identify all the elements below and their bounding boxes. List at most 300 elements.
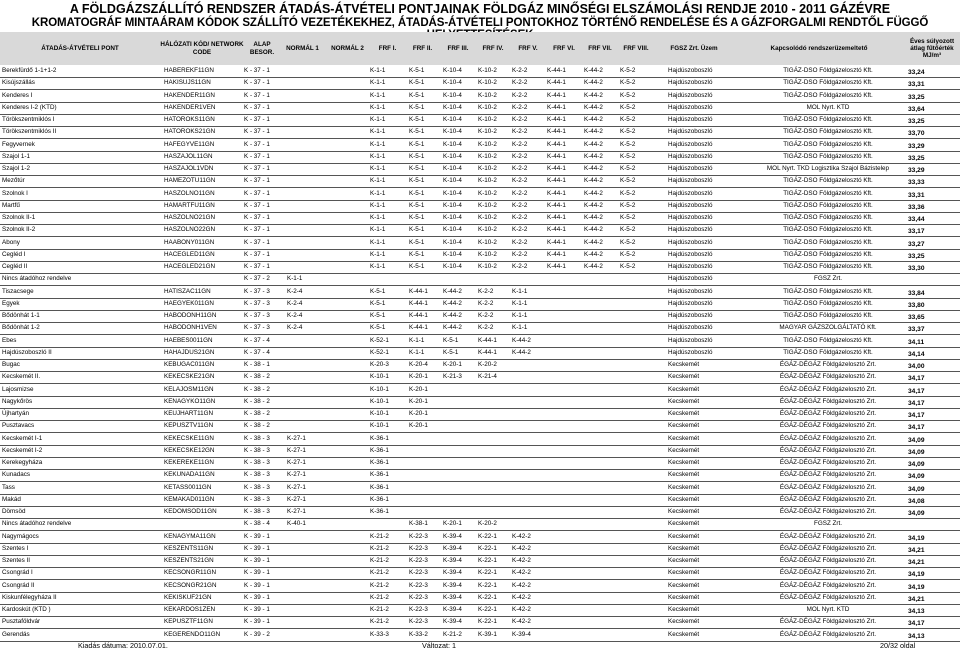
alap-code: K - 37 - 1: [244, 201, 270, 209]
frf2-code: K-33-2: [409, 630, 428, 638]
frf3-code: K-10-4: [443, 165, 462, 172]
frf5-code: K-42-2: [512, 593, 531, 601]
alap-code: K - 37 - 1: [244, 250, 270, 258]
table-row: [0, 409, 960, 421]
frf4-code: K-10-2: [478, 79, 497, 87]
operator-name: ÉGÁZ-DÉGÁZ Földgázelosztó Zrt.: [779, 410, 877, 417]
frf8-code: K-5-2: [620, 214, 636, 221]
operator-name: ÉGÁZ-DÉGÁZ Földgázelosztó Zrt.: [779, 434, 877, 442]
table-row: [0, 311, 960, 323]
plant-name: Kecskemét: [668, 581, 700, 589]
network-code: HAKISUJS11GN: [164, 79, 211, 87]
frf3-code: K-21-2: [443, 630, 462, 638]
network-code: KEPUSZTF11GN: [164, 618, 213, 626]
heating-value: 34,09: [908, 461, 925, 468]
frf7-code: K-44-2: [584, 140, 603, 148]
plant-name: Hajdúszoboszló: [668, 116, 713, 123]
network-code: HASZOLNO11GN: [164, 189, 215, 197]
plant-name: Kecskemét: [668, 410, 700, 417]
frf5-code: K-2-2: [512, 128, 528, 136]
frf4-code: K-2-2: [478, 299, 494, 307]
point-name: Kisújszállás: [2, 79, 35, 87]
table-row: [0, 348, 960, 360]
frf3-code: K-39-4: [443, 581, 462, 589]
point-name: Cegléd II: [2, 263, 28, 270]
operator-name: ÉGÁZ-DÉGÁZ Földgázelosztó Zrt.: [779, 581, 877, 589]
point-name: Hajdúszoboszló II: [2, 348, 52, 356]
heating-value: 33,29: [908, 142, 925, 150]
header-operator: Kapcsolódó rendszerüzemeltető: [770, 44, 868, 52]
operator-name: TIGÁZ-DSO Földgázelosztó Kft.: [783, 336, 873, 344]
header-frf7: FRF VII.: [588, 44, 612, 52]
frf7-code: K-44-2: [584, 116, 603, 123]
plant-name: Kecskemét: [668, 434, 700, 442]
operator-name: MAGYAR GÁZSZOLGÁLTATÓ Kft.: [779, 324, 877, 332]
frf3-code: K-10-4: [443, 250, 462, 258]
frf3-code: K-10-4: [443, 67, 462, 74]
normal-code: K-2-4: [287, 312, 303, 319]
frf6-code: K-44-1: [547, 116, 566, 123]
frf5-code: K-2-2: [512, 79, 528, 87]
operator-name: TIGÁZ-DSO Földgázelosztó Kft.: [783, 263, 873, 270]
frf1-code: K-5-1: [370, 299, 386, 307]
table-row: [0, 581, 960, 593]
operator-name: ÉGÁZ-DÉGÁZ Földgázelosztó Zrt.: [779, 397, 877, 405]
operator-name: TIGÁZ-DSO Földgázelosztó Kft.: [783, 201, 873, 209]
heating-value: 34,21: [908, 595, 925, 603]
frf1-code: K-1-1: [370, 226, 386, 234]
frf2-code: K-5-1: [409, 140, 425, 148]
frf3-code: K-44-2: [443, 299, 462, 307]
plant-name: Hajdúszoboszló: [668, 79, 713, 87]
frf7-code: K-44-2: [584, 91, 603, 99]
frf5-code: K-44-2: [512, 348, 531, 356]
alap-code: K - 37 - 1: [244, 67, 270, 74]
frf5-code: K-42-2: [512, 544, 531, 552]
point-name: Pusztaföldvár: [2, 618, 41, 626]
frf4-code: K-2-2: [478, 312, 494, 319]
alap-code: K - 37 - 3: [244, 299, 270, 307]
table-row: [0, 446, 960, 458]
plant-name: Kecskemét: [668, 483, 700, 491]
alap-code: K - 37 - 1: [244, 263, 270, 270]
frf4-code: K-10-2: [478, 250, 497, 258]
frf2-code: K-22-3: [409, 544, 428, 552]
table-row: [0, 152, 960, 164]
frf8-code: K-5-2: [620, 79, 636, 87]
alap-code: K - 37 - 3: [244, 287, 270, 295]
table-row: [0, 238, 960, 250]
frf5-code: K-2-2: [512, 177, 528, 185]
heating-value: 34,13: [908, 608, 925, 615]
frf2-code: K-5-1: [409, 79, 425, 87]
network-code: HAMARTFU11GN: [164, 201, 215, 209]
frf4-code: K-10-2: [478, 189, 497, 197]
table-row: [0, 593, 960, 605]
frf5-code: K-39-4: [512, 630, 531, 638]
operator-name: ÉGÁZ-DÉGÁZ Földgázelosztó Zrt.: [779, 459, 877, 466]
network-code: HATOROKS11GN: [164, 116, 215, 123]
frf4-code: K-10-2: [478, 128, 497, 136]
frf5-code: K-2-2: [512, 116, 528, 123]
network-code: HAEBES0011GN: [164, 336, 213, 344]
frf2-code: K-1-1: [409, 336, 425, 344]
heating-value: 34,17: [908, 375, 925, 383]
frf2-code: K-22-3: [409, 532, 428, 540]
network-code: KEBUGAC011GN: [164, 361, 215, 368]
frf2-code: K-5-1: [409, 177, 425, 185]
frf5-code: K-2-2: [512, 238, 528, 246]
frf3-code: K-39-4: [443, 606, 462, 613]
frf5-code: K-2-2: [512, 189, 528, 197]
frf4-code: K-10-2: [478, 67, 497, 74]
frf1-code: K-1-1: [370, 67, 386, 74]
alap-code: K - 37 - 1: [244, 79, 270, 87]
alap-code: K - 37 - 1: [244, 165, 270, 172]
frf1-code: K-21-2: [370, 532, 389, 540]
frf1-code: K-36-1: [370, 446, 389, 454]
frf8-code: K-5-2: [620, 226, 636, 234]
frf2-code: K-22-3: [409, 606, 428, 613]
frf5-code: K-2-2: [512, 250, 528, 258]
frf1-code: K-1-1: [370, 250, 386, 258]
alap-code: K - 37 - 3: [244, 312, 270, 319]
frf5-code: K-42-2: [512, 581, 531, 589]
table-row: [0, 103, 960, 115]
frf4-code: K-44-1: [478, 336, 497, 344]
frf3-code: K-5-1: [443, 336, 459, 344]
network-code: HABEREKF11GN: [164, 67, 214, 74]
frf8-code: K-5-2: [620, 177, 636, 185]
alap-code: K - 38 - 4: [244, 520, 270, 528]
frf7-code: K-44-2: [584, 238, 603, 246]
frf8-code: K-5-2: [620, 128, 636, 136]
frf7-code: K-44-2: [584, 226, 603, 234]
frf7-code: K-44-2: [584, 165, 603, 172]
point-name: Nagymágocs: [2, 532, 39, 540]
frf4-code: K-10-2: [478, 116, 497, 123]
table-row: [0, 91, 960, 103]
plant-name: Kecskemét: [668, 630, 700, 638]
table-row: [0, 495, 960, 507]
normal-code: K-40-1: [287, 520, 306, 528]
frf3-code: K-39-4: [443, 569, 462, 577]
point-name: Ebes: [2, 336, 17, 344]
alap-code: K - 37 - 1: [244, 116, 270, 123]
point-name: Berekfürdő 1-1+1-2: [2, 67, 57, 74]
frf6-code: K-44-1: [547, 250, 566, 258]
table-row: [0, 66, 960, 78]
frf4-code: K-22-1: [478, 606, 497, 613]
operator-name: TIGÁZ-DSO Földgázelosztó Kft.: [783, 214, 873, 221]
point-name: Szolnok II-2: [2, 226, 36, 234]
frf3-code: K-39-4: [443, 544, 462, 552]
plant-name: Hajdúszoboszló: [668, 275, 713, 283]
frf8-code: K-5-2: [620, 189, 636, 197]
point-name: Kenderes I-2 (KTD): [2, 103, 57, 111]
frf7-code: K-44-2: [584, 152, 603, 160]
frf4-code: K-22-1: [478, 569, 497, 577]
frf5-code: K-1-1: [512, 287, 528, 295]
network-code: HASZOLNO22GN: [164, 226, 216, 234]
point-name: Szajol 1-2: [2, 165, 31, 172]
alap-code: K - 37 - 1: [244, 214, 270, 221]
table-row: [0, 458, 960, 470]
frf4-code: K-20-2: [478, 361, 497, 368]
point-name: Mezőtúr: [2, 177, 25, 185]
header-frf8: FRF VIII.: [623, 44, 649, 52]
alap-code: K - 38 - 3: [244, 459, 270, 466]
network-code: KEKECSKE11GN: [164, 434, 214, 442]
network-code: HABODONH11GN: [164, 312, 217, 319]
point-name: Kecskemét I-2: [2, 446, 43, 454]
network-code: HASZOLNO21GN: [164, 214, 216, 221]
heating-value: 34,19: [908, 583, 925, 591]
alap-code: K - 37 - 4: [244, 348, 270, 356]
frf6-code: K-44-1: [547, 177, 566, 185]
frf3-code: K-10-4: [443, 189, 462, 197]
frf8-code: K-5-2: [620, 238, 636, 246]
plant-name: Hajdúszoboszló: [668, 91, 713, 99]
normal-code: K-27-1: [287, 495, 306, 503]
operator-name: ÉGÁZ-DÉGÁZ Földgázelosztó Zrt.: [779, 385, 877, 393]
frf3-code: K-10-4: [443, 238, 462, 246]
alap-code: K - 37 - 1: [244, 177, 270, 185]
network-code: KEUJHART11GN: [164, 410, 214, 417]
frf7-code: K-44-2: [584, 79, 603, 87]
heating-value: 33,36: [908, 203, 925, 211]
point-name: Bődönhát 1-2: [2, 324, 40, 332]
network-code: HAHAJDUS21GN: [164, 348, 215, 356]
heating-value: 33,80: [908, 301, 925, 309]
alap-code: K - 38 - 2: [244, 422, 270, 430]
frf2-code: K-20-1: [409, 410, 428, 417]
table-row: [0, 568, 960, 580]
frf7-code: K-44-2: [584, 177, 603, 185]
frf1-code: K-1-1: [370, 238, 386, 246]
network-code: HAABONY011GN: [164, 238, 215, 246]
frf3-code: K-10-4: [443, 140, 462, 148]
frf3-code: K-20-1: [443, 361, 462, 368]
alap-code: K - 37 - 1: [244, 189, 270, 197]
frf2-code: K-5-1: [409, 128, 425, 136]
footer-page: 20/32 oldal: [880, 641, 916, 650]
alap-code: K - 37 - 4: [244, 336, 270, 344]
frf3-code: K-21-3: [443, 373, 462, 381]
alap-code: K - 39 - 1: [244, 606, 270, 613]
frf1-code: K-1-1: [370, 263, 386, 270]
plant-name: Kecskemét: [668, 385, 700, 393]
frf7-code: K-44-2: [584, 263, 603, 270]
network-code: HATOROKS21GN: [164, 128, 216, 136]
heating-value: 33,31: [908, 191, 925, 199]
operator-name: ÉGÁZ-DÉGÁZ Földgázelosztó Zrt.: [779, 483, 877, 491]
plant-name: Hajdúszoboszló: [668, 177, 713, 185]
frf1-code: K-21-2: [370, 557, 389, 564]
point-name: Makád: [2, 495, 21, 503]
frf1-code: K-5-1: [370, 312, 386, 319]
frf2-code: K-20-1: [409, 397, 428, 405]
frf3-code: K-10-4: [443, 214, 462, 221]
frf2-code: K-5-1: [409, 67, 425, 74]
frf2-code: K-22-3: [409, 581, 428, 589]
operator-name: ÉGÁZ-DÉGÁZ Földgázelosztó Zrt.: [779, 495, 877, 503]
normal-code: K-27-1: [287, 446, 306, 454]
operator-name: TIGÁZ-DSO Földgázelosztó Kft.: [783, 177, 873, 185]
plant-name: Kecskemét: [668, 593, 700, 601]
frf5-code: K-2-2: [512, 201, 528, 209]
heating-value: 34,21: [908, 559, 925, 566]
plant-name: Kecskemét: [668, 569, 700, 577]
frf4-code: K-10-2: [478, 165, 497, 172]
network-code: KEKEREKE11GN: [164, 459, 214, 466]
plant-name: Hajdúszoboszló: [668, 348, 713, 356]
plant-name: Hajdúszoboszló: [668, 312, 713, 319]
plant-name: Hajdúszoboszló: [668, 152, 713, 160]
frf5-code: K-2-2: [512, 140, 528, 148]
frf5-code: K-42-2: [512, 569, 531, 577]
operator-name: ÉGÁZ-DÉGÁZ Földgázelosztó Zrt.: [779, 544, 877, 552]
plant-name: Kecskemét: [668, 618, 700, 626]
frf2-code: K-44-1: [409, 324, 428, 332]
frf2-code: K-1-1: [409, 348, 425, 356]
operator-name: TIGÁZ-DSO Földgázelosztó Kft.: [783, 128, 873, 136]
frf6-code: K-44-1: [547, 128, 566, 136]
frf5-code: K-2-2: [512, 214, 528, 221]
table-row: [0, 140, 960, 152]
frf6-code: K-44-1: [547, 91, 566, 99]
plant-name: Kecskemét: [668, 422, 700, 430]
network-code: HAEGYEK011GN: [164, 299, 214, 307]
alap-code: K - 38 - 3: [244, 446, 270, 454]
frf2-code: K-22-3: [409, 569, 428, 577]
operator-name: MOL Nyrt. KTD: [806, 103, 850, 111]
frf2-code: K-22-3: [409, 618, 428, 626]
table-row: [0, 372, 960, 384]
plant-name: Kecskemét: [668, 606, 700, 613]
network-code: KEKISKUF21GN: [164, 593, 212, 601]
frf7-code: K-44-2: [584, 128, 603, 136]
frf2-code: K-20-1: [409, 385, 428, 393]
network-code: HAKENDER1VEN: [164, 103, 216, 111]
frf2-code: K-5-1: [409, 263, 425, 270]
alap-code: K - 39 - 2: [244, 630, 270, 638]
point-name: Szentes II: [2, 557, 31, 564]
alap-code: K - 38 - 1: [244, 361, 270, 368]
frf1-code: K-1-1: [370, 79, 386, 87]
frf1-code: K-10-1: [370, 397, 389, 405]
network-code: HABODONH1VEN: [164, 324, 217, 332]
table-row: [0, 519, 960, 531]
header-frf6: FRF VI.: [553, 44, 575, 52]
operator-name: TIGÁZ-DSO Földgázelosztó Kft.: [783, 116, 873, 123]
frf4-code: K-10-2: [478, 263, 497, 270]
frf4-code: K-10-2: [478, 201, 497, 209]
header-alap: ALAP BESOR.: [249, 41, 275, 56]
frf5-code: K-42-2: [512, 532, 531, 540]
point-name: Szolnok II-1: [2, 214, 36, 221]
operator-name: TIGÁZ-DSO Földgázelosztó Kft.: [783, 79, 873, 87]
frf2-code: K-5-1: [409, 226, 425, 234]
point-name: Bődönhát 1-1: [2, 312, 40, 319]
network-code: KEKECSKE21GN: [164, 373, 215, 381]
point-name: Tass: [2, 483, 15, 491]
header-network-code: HÁLÓZATI KÓD/ NETWORK CODE: [160, 41, 244, 56]
point-name: Szentes I: [2, 544, 29, 552]
frf1-code: K-33-3: [370, 630, 389, 638]
normal-code: K-27-1: [287, 508, 306, 515]
frf1-code: K-21-2: [370, 606, 389, 613]
frf3-code: K-39-4: [443, 557, 462, 564]
frf2-code: K-44-1: [409, 287, 428, 295]
frf3-code: K-44-2: [443, 287, 462, 295]
operator-name: ÉGÁZ-DÉGÁZ Földgázelosztó Zrt.: [779, 593, 877, 601]
point-name: Nincs átadóhoz rendelve: [2, 275, 72, 283]
header-frf1: FRF I.: [378, 44, 397, 52]
point-name: Kerekegyháza: [2, 459, 43, 466]
frf6-code: K-44-1: [547, 103, 566, 111]
alap-code: K - 38 - 2: [244, 385, 270, 393]
heating-value: 34,09: [908, 485, 925, 493]
frf6-code: K-44-1: [547, 263, 566, 270]
frf2-code: K-44-1: [409, 312, 428, 319]
point-name: Nagykőrös: [2, 397, 33, 405]
table-row: [0, 164, 960, 176]
document-title: A FÖLDGÁZSZÁLLÍTÓ RENDSZER ÁTADÁS-ÁTVÉTELI PONTJAINAK FÖLDGÁZ MINŐSÉGI ELSZÁMOLÁSI RENDJE 2010 - 2011 GÁZÉVRE: [69, 2, 891, 16]
heating-value: 34,11: [908, 338, 925, 346]
frf8-code: K-5-2: [620, 103, 636, 111]
frf1-code: K-1-1: [370, 165, 386, 172]
plant-name: Kecskemét: [668, 397, 700, 405]
frf3-code: K-10-4: [443, 177, 462, 185]
table-row: [0, 605, 960, 617]
heating-value: 33,64: [908, 105, 925, 113]
heating-value: 34,19: [908, 534, 925, 542]
frf1-code: K-10-1: [370, 410, 389, 417]
frf1-code: K-1-1: [370, 140, 386, 148]
frf8-code: K-5-2: [620, 116, 636, 123]
table-row: [0, 201, 960, 213]
plant-name: Kecskemét: [668, 520, 700, 528]
frf1-code: K-1-1: [370, 91, 386, 99]
frf2-code: K-22-3: [409, 593, 428, 601]
operator-name: ÉGÁZ-DÉGÁZ Földgázelosztó Zrt.: [779, 618, 877, 626]
frf2-code: K-22-3: [409, 557, 428, 564]
network-code: KECSONGR11GN: [164, 569, 217, 577]
network-code: KECSONGR21GN: [164, 581, 217, 589]
normal-code: K-27-1: [287, 483, 306, 491]
table-row: [0, 483, 960, 495]
frf6-code: K-44-1: [547, 152, 566, 160]
plant-name: Hajdúszoboszló: [668, 263, 713, 270]
heating-value: 34,17: [908, 387, 925, 395]
point-name: Bugac: [2, 361, 20, 368]
heating-value: 34,09: [908, 436, 925, 444]
frf1-code: K-1-1: [370, 103, 386, 111]
heating-value: 33,65: [908, 314, 925, 321]
frf4-code: K-39-1: [478, 630, 497, 638]
normal-code: K-2-4: [287, 324, 303, 332]
point-name: Fegyvernek: [2, 140, 35, 148]
table-row: [0, 127, 960, 139]
point-name: Törökszentmiklós II: [2, 128, 57, 136]
frf4-code: K-22-1: [478, 532, 497, 540]
plant-name: Hajdúszoboszló: [668, 238, 713, 246]
heating-value: 34,14: [908, 350, 925, 358]
network-code: KESZENTS21GN: [164, 557, 214, 564]
frf4-code: K-22-1: [478, 581, 497, 589]
operator-name: FGSZ Zrt.: [814, 275, 842, 283]
